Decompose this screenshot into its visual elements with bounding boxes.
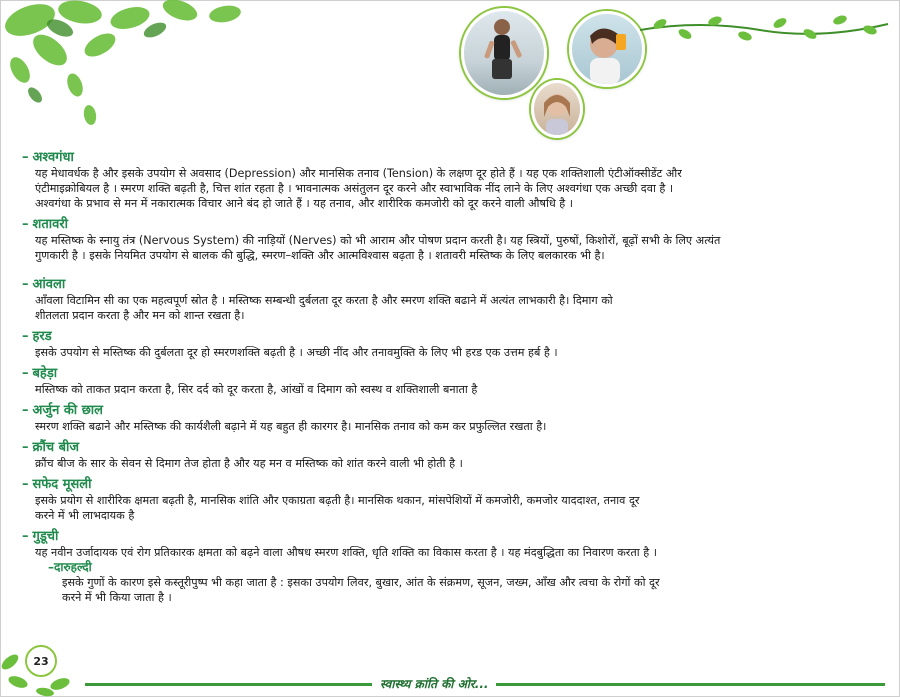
- section-heading: – शतावरी: [22, 217, 69, 232]
- section-text: यह मस्तिष्क के स्नायु तंत्र (Nervous System) की नाड़ियों (Nerves) को भी आराम और पोषण प्रदान करती है। यह स्त्रियों, पुरुषों, किशोरों, बूढ़ों सभी के लिए अत्यंत गुणकारी है । इसके नियमित उपयोग से बालक की बुद्धि, स्मरण–शक्ति और आत्मविश्वास बढ़ता है । शतावरी मस्तिष्क के लिए बलकारक भी है।: [35, 234, 721, 262]
- drinking-woman-photo: [569, 11, 645, 87]
- section-text: यह नवीन उर्जादायक एवं रोग प्रतिकारक क्षमता को बढ़ने वाला औषध स्मरण शक्ति, धृति शक्ति का विकास करता है । यह मंदबुद्धिता का निवारण करता है ।: [35, 546, 657, 559]
- section-amla: [22, 277, 882, 323]
- girl-photo: [531, 80, 583, 138]
- section-ashwagandha: [22, 150, 882, 211]
- section-heading: – अर्जुन की छाल: [22, 403, 103, 418]
- section-text: मस्तिष्क को ताकत प्रदान करता है, सिर दर्द को दूर करता है, आंखों व दिमाग को स्वस्थ व शक्तिशाली बनाता है: [35, 383, 478, 396]
- section-baheda: [22, 366, 882, 397]
- section-kraunch-beej: [22, 440, 882, 471]
- section-safed-musli: [22, 477, 882, 523]
- subsection-text: इसके गुणों के कारण इसे कस्तूरीपुष्प भी कहा जाता है : इसका उपयोग लिवर, बुखार, आंत के संक्रमण, सूजन, जख्म, आँख और त्वचा के रोगों को दूर करने में भी किया जाता है ।: [62, 576, 660, 604]
- footer-tagline: स्वास्थ्य क्रांति की ओर...: [372, 676, 496, 692]
- section-arjun-bark: [22, 403, 882, 434]
- page-number: 23: [25, 645, 57, 677]
- section-text: क्रौंच बीज के सार के सेवन से दिमाग तेज होता है और यह मन व मस्तिष्क को शांत करने वाली भी होती है ।: [35, 457, 463, 470]
- runner-photo: [461, 8, 547, 98]
- section-text: आँवला विटामिन सी का एक महत्वपूर्ण स्रोत है । मस्तिष्क सम्बन्धी दुर्बलता दूर करता है और स्मरण शक्ति बढाने में अत्यंत लाभकारी है। दिमाग को शीतलता प्रदान करता है और मन को शान्त रखता है।: [35, 294, 613, 322]
- section-heading: – गुडूची: [22, 529, 59, 544]
- section-heading: – सफेद मूसली: [22, 477, 92, 492]
- section-shatavari: [22, 217, 882, 263]
- section-heading: – आंवला: [22, 277, 66, 292]
- section-text: यह मेधावर्धक है और इसके उपयोग से अवसाद (Depression) और मानसिक तनाव (Tension) के लक्षण दूर होते हैं । यह एक शक्तिशाली एंटीऑक्सीडेंट और एंटीमाइक्रोबियल है । स्मरण शक्ति बढ़ती है, चित्त शांत रहता है । भावनात्मक असंतुलन दूर करने और स्वाभाविक नींद लाने के लिए अश्वगंधा एक अच्छी दवा है । अश्वगंधा के प्रभाव से मन में नकारात्मक विचार आने बंद हो जाते हैं । यह तनाव, और शारीरिक कमजोरी को दूर करने वाली औषधि है ।: [35, 167, 682, 210]
- section-text: इसके प्रयोग से शारीरिक क्षमता बढ़ती है, मानसिक शांति और एकाग्रता बढ़ती है। मानसिक थकान, मांसपेशियों में कमजोरी, कमजोर याददाश्त, तनाव दूर करने में भी लाभदायक है: [35, 494, 640, 522]
- section-harad: [22, 329, 882, 360]
- section-heading: – क्रौंच बीज: [22, 440, 80, 455]
- vine-decoration-icon: [640, 6, 890, 50]
- leaves-decoration-icon: [0, 0, 300, 140]
- subsection-heading: –दारुहल्दी: [48, 560, 92, 574]
- section-heading: – बहेड़ा: [22, 366, 58, 381]
- main-content: [22, 150, 882, 606]
- section-text: इसके उपयोग से मस्तिष्क की दुर्बलता दूर हो स्मरणशक्ति बढ़ती है । अच्छी नींद और तनावमुक्ति के लिए भी हरड एक उत्तम हर्ब है ।: [35, 346, 558, 359]
- section-text: स्मरण शक्ति बढाने और मस्तिष्क की कार्यशैली बढ़ाने में यह बहुत ही कारगर है। मानसिक तनाव को कम कर प्रफुल्लित रखता है।: [35, 420, 547, 433]
- section-heading: – हरड: [22, 329, 52, 344]
- section-guduchi: [22, 529, 882, 605]
- section-heading: – अश्वगंधा: [22, 150, 74, 165]
